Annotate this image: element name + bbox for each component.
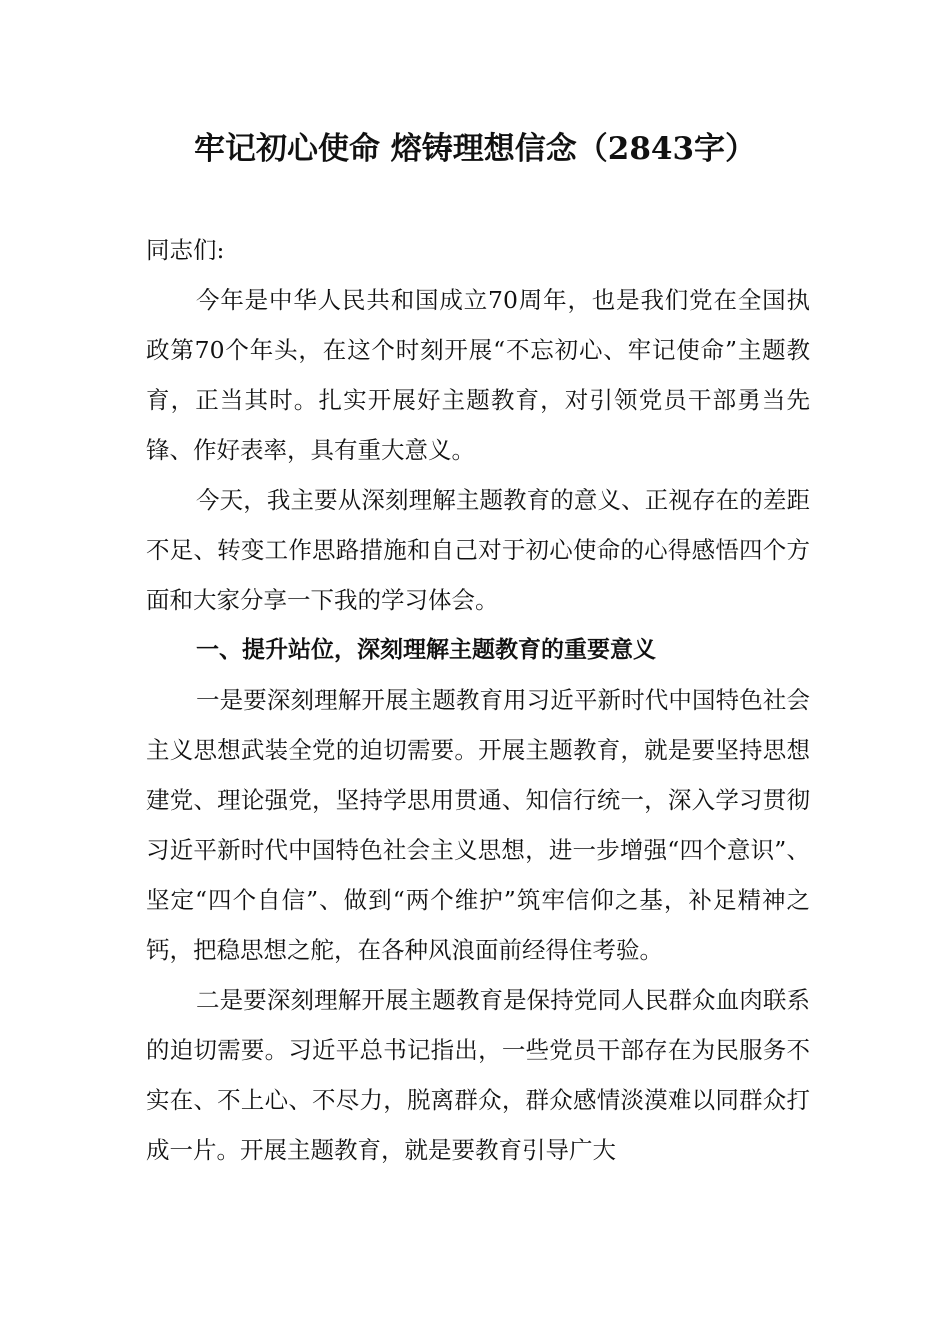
document-title: 牢记初心使命 熔铸理想信念（2843字）: [193, 131, 757, 167]
salutation: 同志们:: [146, 236, 225, 264]
paragraph-point-one: 一是要深刻理解开展主题教育用习近平新时代中国特色社会主义思想武装全党的迫切需要。开展主题教育，就是要坚持思想建党、理论强党，坚持学思用贯通、知信行统一，深入学习贯彻习近平新时代中国特色社会主义思想，进一步增强“四个意识”、坚定“四个自信”、做到“两个维护”筑牢信仰之基，补足精神之钙，把稳思想之舵，在各种风浪面前经得住考验。: [146, 686, 810, 964]
document-body: [146, 225, 810, 1175]
paragraph-outline: 今天，我主要从深刻理解主题教育的意义、正视存在的差距不足、转变工作思路措施和自己对于初心使命的心得感悟四个方面和大家分享一下我的学习体会。: [146, 486, 810, 614]
paragraph-point-two: 二是要深刻理解开展主题教育是保持党同人民群众血肉联系的迫切需要。习近平总书记指出，一些党员干部存在为民服务不实在、不上心、不尽力，脱离群众，群众感情淡漠难以同群众打成一片。开展主题教育，就是要教育引导广大: [146, 986, 810, 1164]
section-heading: 一、提升站位，深刻理解主题教育的重要意义: [196, 637, 656, 663]
paragraph-intro: 今年是中华人民共和国成立70周年，也是我们党在全国执政第70个年头，在这个时刻开展“不忘初心、牢记使命”主题教育，正当其时。扎实开展好主题教育，对引领党员干部勇当先锋、作好表率，具有重大意义。: [146, 286, 810, 464]
